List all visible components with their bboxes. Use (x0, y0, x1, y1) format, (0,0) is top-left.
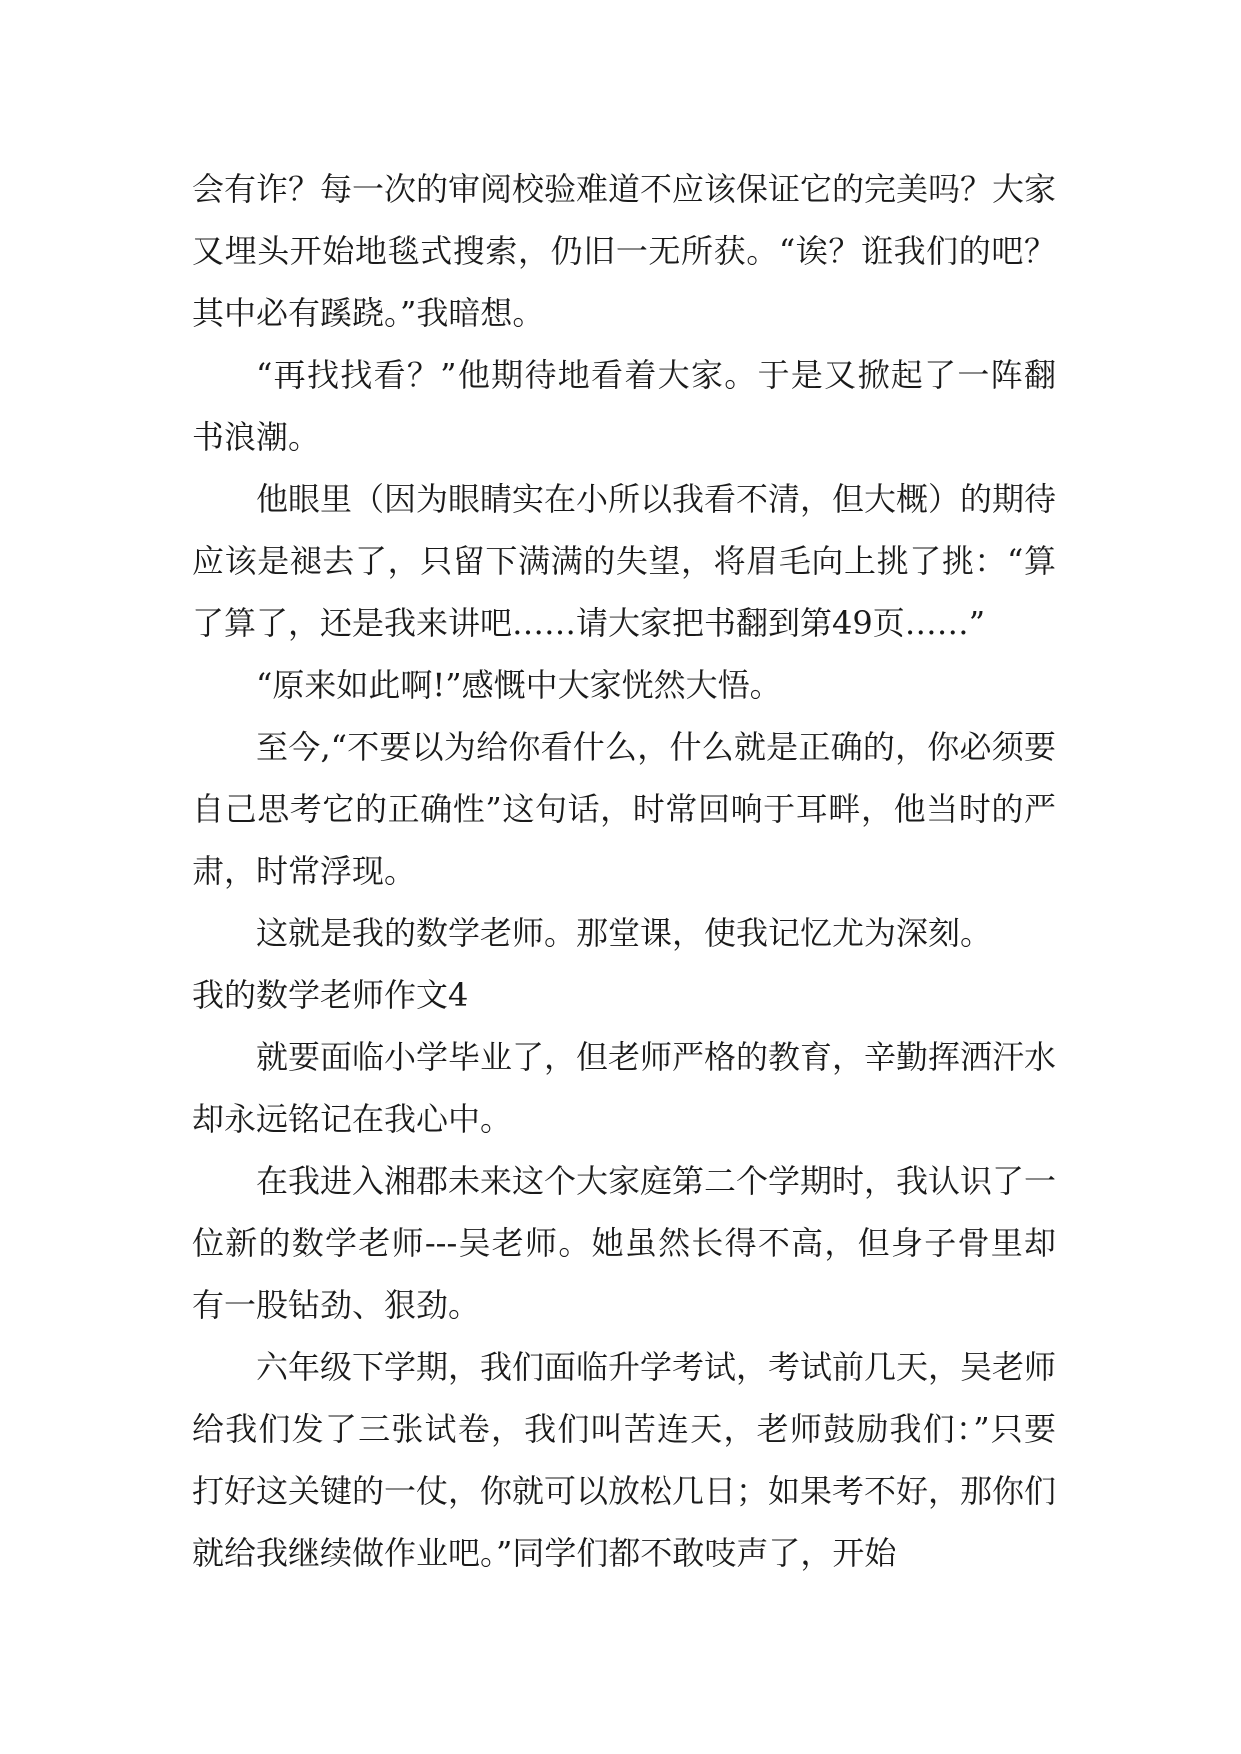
paragraph-7: 就要面临小学毕业了，但老师严格的教育，辛勤挥洒汗水却永远铭记在我心中。 (192, 1038, 1057, 1138)
document-body (192, 158, 1056, 1584)
paragraph-1: 会有诈？每一次的审阅校验难道不应该保证它的完美吗？大家又埋头开始地毯式搜索，仍旧一无所获。“诶？诳我们的吧？其中必有蹊跷。”我暗想。 (192, 170, 1057, 332)
paragraph-3: 他眼里（因为眼睛实在小所以我看不清，但大概）的期待应该是褪去了，只留下满满的失望，将眉毛向上挑了挑：“算了算了，还是我来讲吧……请大家把书翻到第49页……” (192, 480, 1057, 642)
paragraph-2: “再找找看？”他期待地看着大家。于是又掀起了一阵翻书浪潮。 (192, 356, 1056, 456)
paragraph-9: 六年级下学期，我们面临升学考试，考试前几天，吴老师给我们发了三张试卷，我们叫苦连天，老师鼓励我们：”只要打好这关键的一仗，你就可以放松几日；如果考不好，那你们就给我继续做作业吧。”同学们都不敢吱声了，开始 (192, 1348, 1057, 1572)
paragraph-8: 在我进入湘郡未来这个大家庭第二个学期时，我认识了一位新的数学老师---吴老师。她虽然长得不高，但身子骨里却有一股钻劲、狠劲。 (192, 1162, 1057, 1324)
paragraph-4: “原来如此啊!”感慨中大家恍然大悟。 (256, 666, 782, 704)
section-heading: 我的数学老师作文4 (192, 976, 469, 1014)
paragraph-5: 至今,“不要以为给你看什么，什么就是正确的，你必须要自己思考它的正确性”这句话，时常回响于耳畔，他当时的严肃，时常浮现。 (192, 728, 1056, 890)
paragraph-6: 这就是我的数学老师。那堂课，使我记忆尤为深刻。 (256, 914, 993, 952)
